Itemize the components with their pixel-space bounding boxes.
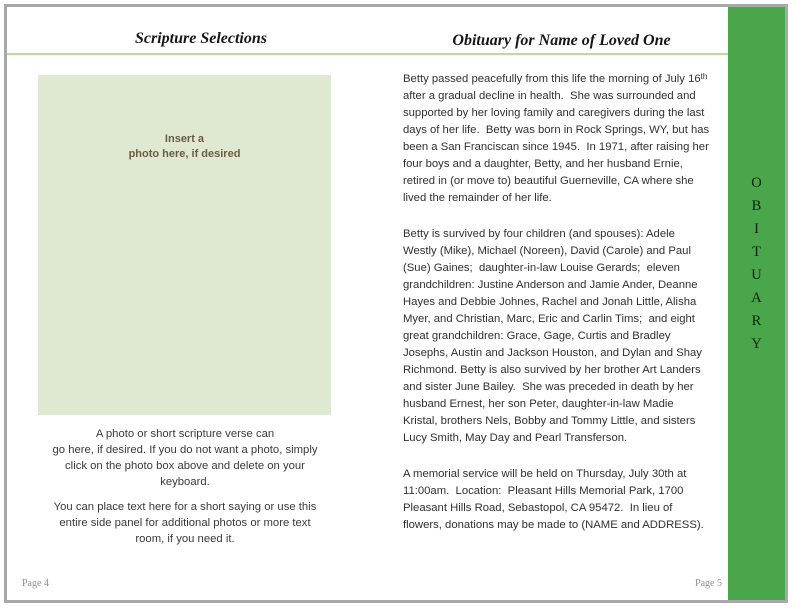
- obituary-side-band: [728, 7, 785, 600]
- obituary-paragraph-1: [403, 71, 711, 207]
- photo-placeholder-hint: Insert a photo here, if desired: [128, 133, 241, 160]
- obituary-paragraph-1-text: Betty passed peacefully from this life the morning of July 16: [403, 73, 701, 85]
- side-panel-caption-1: A photo or short scripture verse can go here, if desired. If you do not want a photo, simply click on the photo box above and delete on your keyboard.: [52, 428, 318, 488]
- obituary-paragraph-1-continued: after a gradual decline in health. She was surrounded and supported by her loving family and caregivers during the last days of her life. Betty was born in Rock Springs, WY, but has been a San Franciscan since 1945. In 1971, after raising her four boys and a daughter, Betty, and her husband Ernie, retired in (or move to) beautiful Guerneville, CA where she lived the remainder of her life.: [403, 73, 713, 204]
- left-page-number: Page 4: [22, 578, 49, 589]
- obituary-paragraph-2: Betty is survived by four children (and spouses): Adele Westly (Mike), Michael (Noreen), David (Carole) and Paul (Sue) Gaines; daughter-in-law Louise Gerards; eleven grandchildren: Justine Anderson and Jamie Ander, Deanne Hayes and Debbie Johnes, Rachel and Jonah Little, Alisha Myer, and Christian, Marc, Eric and Carlin Tims; and eight great grandchildren: Grace, Gage, Curtis and Bradley Josephs, Austin and Jackson Houston, and Dylan and Shay Richmond. Betty is also survived by her brother Art Landers and sister June Bailey. She was preceded in death by her husband Ernest, her son Peter, daughter-in-law Madie Kristal, brothers Nels, Bobby and Tommy Little, and sisters Lucy Smith, May Day and Pearl Transferson.: [403, 228, 706, 444]
- obituary-header: Obituary for Name of Loved One: [452, 32, 671, 49]
- photo-placeholder-box[interactable]: [38, 75, 331, 415]
- document-page: [4, 4, 788, 603]
- side-panel-caption-block: [35, 426, 335, 556]
- obituary-body-text: [403, 71, 711, 553]
- ordinal-superscript: th: [700, 72, 708, 81]
- scripture-selections-header: Scripture Selections: [134, 30, 267, 47]
- vertical-obituary-title: O B I T U A R Y: [751, 175, 762, 352]
- obituary-paragraph-3: A memorial service will be held on Thursday, July 30th at 11:00am. Location: Pleasant Hills Memorial Park, 1700 Pleasant Hills Road, Sebastopol, CA 95472. In lieu of flowers, donations may be made to (NAME and ADDRESS).: [403, 468, 704, 531]
- header-divider-rule: [7, 53, 728, 55]
- side-panel-caption-2: You can place text here for a short saying or use this entire side panel for additional photos or more text room, if you need it.: [53, 501, 317, 545]
- right-page-number: Page 5: [695, 578, 722, 589]
